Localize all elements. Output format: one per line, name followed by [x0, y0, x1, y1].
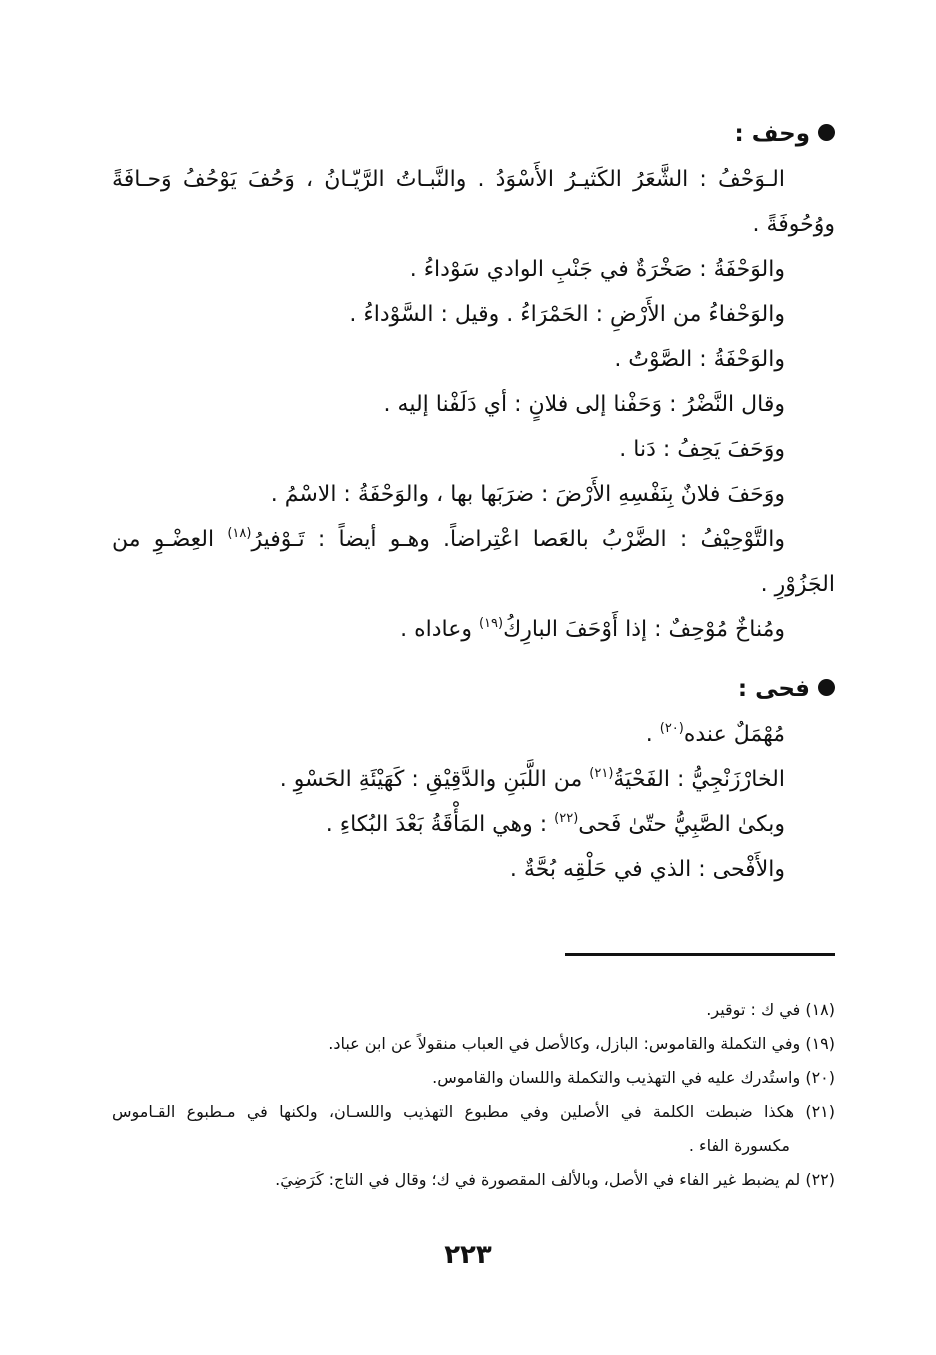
line-text: ومُناخٌ مُوْحِفٌ : إذا أَوْحَفَ البارِكُ: [503, 617, 785, 642]
line-text: الخارْزَنْجِيُّ : الفَحْيَةُ: [613, 767, 785, 792]
entry-line: [112, 382, 835, 427]
entry-line: [112, 202, 835, 247]
line-text: : وهي المَأْقَةُ بَعْدَ البُكاءِ .: [325, 812, 555, 837]
footnote-18: [112, 993, 835, 1027]
line-text: وقال النَّضْرُ : وَحَفْنا إلى فلانٍ : أي دَلَفْنا إليه .: [383, 392, 785, 417]
footnote-text: مكسورة الفاء .: [688, 1136, 790, 1155]
line-text: الجَزُوْرِ .: [760, 572, 835, 597]
entry-line: [112, 157, 835, 202]
main-text: [112, 112, 835, 892]
bullet-icon: [818, 679, 835, 696]
footnote-text: هكذا ضبطت الكلمة في الأصلين وفي مطبوع التهذيب واللسـان، ولكنها في مـطبوع القـاموس: [112, 1102, 795, 1121]
line-text: والوَحْفاءُ من الأَرْضِ : الحَمْرَاءُ . وقيل : السَّوْداءُ .: [349, 302, 785, 327]
entry-line: [112, 247, 835, 292]
entry-line: [112, 427, 835, 472]
line-text: ووَحَفَ يَحِفُ : دَنا .: [619, 437, 785, 462]
footnote-ref: (٢٠): [659, 721, 684, 736]
entry-fahaa: [112, 667, 835, 892]
entry-line: [112, 472, 835, 517]
line-text: والتَّوْحِيْفُ : الضَّرْبُ بالعَصا اعْتِراضاً. وهـو أيضاً : تَـوْفيرُ: [251, 527, 785, 552]
line-text: والوَحْفَةُ : صَخْرَةٌ في جَنْبِ الوادي سَوْداءُ .: [409, 257, 785, 282]
footnote-ref: (٢١): [589, 766, 614, 781]
footnote-text: واستُدرك عليه في التهذيب والتكملة واللسان والقاموس.: [432, 1068, 801, 1087]
footnote-text: وفي التكملة والقاموس: البازل، وكالأصل في العباب منقولاً عن ابن عباد.: [328, 1034, 801, 1053]
headword-line: [112, 667, 835, 712]
footnote-number: (٢٠): [805, 1068, 835, 1087]
line-text: مُهْمَلٌ عنده: [683, 722, 785, 747]
footnote-ref: (١٩): [478, 616, 504, 631]
entry-line: [112, 337, 835, 382]
line-text: وبكىٰ الصَّبِيُّ حتّىٰ فَحى: [578, 812, 785, 837]
entry-line: [112, 847, 835, 892]
line-text: من اللَّبَنِ والدَّقِيْقِ : كَهَيْئَةِ الحَسْوِ .: [279, 767, 590, 792]
entry-wahf: [112, 112, 835, 652]
entry-line: [112, 517, 835, 562]
line-text: وعاداه .: [400, 617, 479, 642]
headword: وحف :: [734, 121, 810, 147]
footnotes: [112, 993, 835, 1197]
entry-line: [112, 757, 835, 802]
footnote-text: لم يضبط غير الفاء في الأصل، وبالألف المقصورة في ك؛ وقال في التاج: كَرَضِيَ.: [275, 1170, 801, 1189]
entry-line: [112, 607, 835, 652]
footnote-text: في ك : توقير.: [706, 1000, 801, 1019]
footnote-number: (١٩): [805, 1034, 835, 1053]
page-number: ٢٢٣: [444, 1240, 492, 1270]
footnote-22: [112, 1163, 835, 1197]
line-text: .: [645, 722, 660, 747]
footnote-19: [112, 1027, 835, 1061]
footnote-ref: (١٨): [227, 526, 252, 541]
line-text: والأَفْحى : الذي في حَلْقِه بُحَّةٌ .: [509, 857, 785, 882]
footnote-separator: [565, 953, 835, 956]
footnote-21: [112, 1095, 835, 1129]
entry-line: [112, 712, 835, 757]
footnote-number: (١٨): [805, 1000, 835, 1019]
footnote-20: [112, 1061, 835, 1095]
footnote-21-continuation: [112, 1129, 835, 1163]
footnote-number: (٢١): [805, 1102, 836, 1121]
line-text: ووَحَفَ فلانٌ بِنَفْسِهِ الأَرْضَ : ضرَبَها بها ، والوَحْفَةُ : الاسْمُ .: [270, 482, 785, 507]
headword: فحى :: [737, 676, 810, 702]
entry-line: [112, 292, 835, 337]
entry-line: [112, 562, 835, 607]
footnote-number: (٢٢): [805, 1170, 835, 1189]
line-text: والوَحْفَةُ : الصَّوْتُ .: [614, 347, 785, 372]
line-text: ووُحُوفَةً .: [752, 212, 835, 237]
footnote-ref: (٢٢): [554, 811, 579, 826]
line-text: الـوَحْفُ : الشَّعَرُ الكَثيـرُ الأَسْوَدُ . والنَّبـاتُ الرَّيّـانُ ، وَحُفَ يَوْحُفُ وَحـافَةً: [112, 167, 785, 192]
bullet-icon: [818, 124, 835, 141]
entry-line: [112, 802, 835, 847]
line-text: العِضْـوِ من: [112, 527, 228, 552]
headword-line: [112, 112, 835, 157]
